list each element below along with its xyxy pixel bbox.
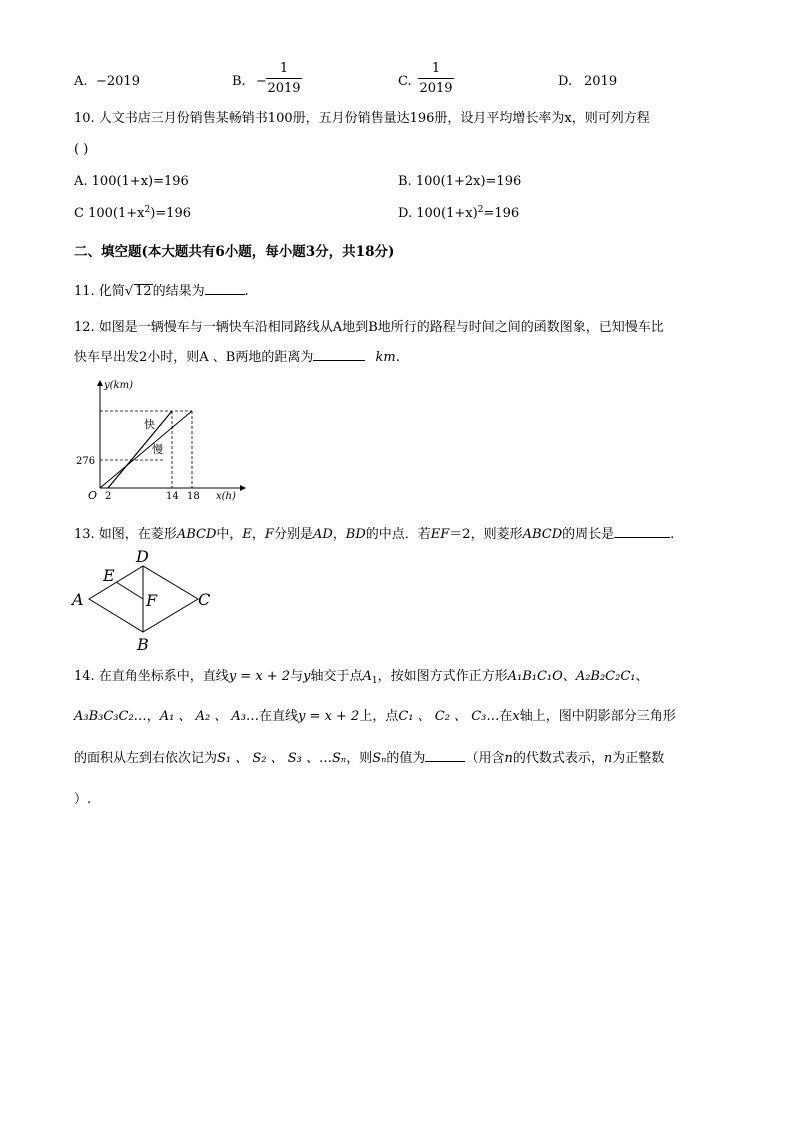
q13-e: E xyxy=(242,527,252,542)
graph-x-tick-14: 14 xyxy=(166,491,179,502)
q13-f: F xyxy=(264,527,274,542)
q14-equation: y = x + 2 xyxy=(298,709,360,724)
q14-point-a: A xyxy=(362,669,372,684)
q14-text: 与 xyxy=(290,669,304,684)
q10-c-post: )=196 xyxy=(150,206,191,221)
q14-text: ，按如图方式作正方形 xyxy=(377,669,508,684)
q11-radicand: 12 xyxy=(135,284,152,299)
q11-pre: 11. 化简 xyxy=(74,284,125,299)
q12-unit: km xyxy=(375,350,396,365)
q10-option-c xyxy=(74,206,191,220)
q14-text: 轴上，图中阴影部分三角形 xyxy=(519,709,676,724)
q14-text: 上，点 xyxy=(359,709,399,724)
q14-square-1: A₁B₁C₁O xyxy=(507,669,563,684)
q14-square-2: A₂B₂C₂C₁ xyxy=(575,669,636,684)
q14-n: n xyxy=(603,751,613,766)
q13-answer-blank[interactable] xyxy=(614,537,670,538)
q14-y: y xyxy=(303,669,311,684)
q12-line1: 12. 如图是一辆慢车与一辆快车沿相同路线从A地到B地所行的路程与时间之间的函数图象，已知慢车比 xyxy=(74,320,664,335)
q9-option-a-label: A. xyxy=(74,74,88,89)
q9-option-d-value: 2019 xyxy=(584,74,618,89)
q10-option-d xyxy=(398,206,519,220)
q14-text: 在 xyxy=(499,709,513,724)
rhombus-label-a: A xyxy=(72,590,84,609)
q14-points-a: A₁ 、 A₂ 、 A₃… xyxy=(159,709,260,724)
q14-n: n xyxy=(504,751,513,766)
q10-c-exponent: 2 xyxy=(144,205,151,215)
q9-c-denominator: 2019 xyxy=(419,81,453,96)
q9-b-denominator: 2019 xyxy=(267,81,301,96)
rhombus-label-e: E xyxy=(103,566,115,585)
q14-text: ，则 xyxy=(346,751,373,766)
graph-x-tick-2: 2 xyxy=(105,491,112,502)
q10-option-b: B. 100(1+2x)=196 xyxy=(398,174,522,189)
q13-text: 的中点．若 xyxy=(365,527,431,542)
q10-d-exponent: 2 xyxy=(477,205,484,215)
q13-text: 分别是 xyxy=(273,527,313,542)
q14-equation: y = x + 2 xyxy=(228,669,291,684)
graph-y-axis-label: y(km) xyxy=(104,380,133,391)
q14-text: 、 xyxy=(562,669,576,684)
q9-b-numerator: 1 xyxy=(279,61,289,76)
q10-d-post: =196 xyxy=(483,206,520,221)
graph-y-tick-276: 276 xyxy=(76,456,96,467)
q13-text: ， xyxy=(332,527,346,542)
q14-square-3: A₃B₃C₃C₂… xyxy=(74,709,147,724)
q14-line2 xyxy=(74,710,676,723)
q9-option-a-value: −2019 xyxy=(96,74,140,89)
q13-text: ， xyxy=(251,527,265,542)
q14-sn: Sₙ xyxy=(372,751,387,766)
q14-text: 、 xyxy=(635,669,649,684)
q9-option-c-label: C. xyxy=(398,74,412,89)
q10-d-pre: D. 100(1+x) xyxy=(398,206,478,221)
q9-option-d-label: D. xyxy=(558,74,573,89)
q14-areas: S₁ 、 S₂ 、 S₃ 、…Sₙ xyxy=(217,751,347,766)
graph-origin-label: O xyxy=(88,489,98,502)
rhombus-label-b: B xyxy=(137,635,149,654)
q13-rhombus-figure xyxy=(66,546,216,658)
section-heading: 二、填空题(本大题共有6小题，每小题3分，共18分) xyxy=(74,244,395,260)
q14-text: 轴交于点 xyxy=(310,669,363,684)
q14-text: 为正整数 xyxy=(612,751,665,766)
q14-text: （用含 xyxy=(465,751,505,766)
q14-text: 在直线 xyxy=(259,709,299,724)
q14-point-a-sub: 1 xyxy=(371,676,378,686)
rhombus-label-c: C xyxy=(198,590,211,609)
graph-x-axis-label: x(h) xyxy=(216,491,236,502)
q14-line4: ）. xyxy=(74,792,92,807)
q12-distance-time-graph xyxy=(72,378,247,503)
q14-text: 的面积从左到右依次记为 xyxy=(74,751,218,766)
q10-c-pre: C 100(1+x xyxy=(74,206,145,221)
q9-option-c-fraction xyxy=(418,62,454,95)
q14-line3 xyxy=(74,752,664,765)
rhombus-label-d: D xyxy=(136,547,149,566)
q13-ef: EF xyxy=(430,527,450,542)
q11-answer-blank[interactable] xyxy=(205,294,245,295)
q11-post: 的结果为 xyxy=(152,284,205,299)
q9-option-b-label: B. xyxy=(232,74,246,89)
q9-c-numerator: 1 xyxy=(431,61,441,76)
q13-abcd: ABCD xyxy=(176,527,217,542)
q12-answer-blank[interactable] xyxy=(313,360,365,361)
sqrt-sign: √ xyxy=(124,284,134,299)
q13-end: . xyxy=(670,527,675,542)
q13-abcd: ABCD xyxy=(522,527,563,542)
q14-line1 xyxy=(74,670,649,686)
q14-points-c: C₁ 、 C₂ 、 C₃… xyxy=(398,709,500,724)
q14-answer-blank[interactable] xyxy=(425,761,465,762)
q13-text: 中， xyxy=(216,527,243,542)
q14-text: ， xyxy=(146,709,160,724)
rhombus-label-f: F xyxy=(146,591,158,610)
q11-question xyxy=(74,284,249,298)
q10-answer-paren: ( ) xyxy=(74,142,89,157)
q14-text: 的值为 xyxy=(386,751,426,766)
q13-question xyxy=(74,528,674,541)
q13-text: 的周长是 xyxy=(562,527,615,542)
q9-option-b-sign: − xyxy=(256,74,267,89)
q9-option-b-fraction xyxy=(266,62,302,95)
q13-bd: BD xyxy=(345,527,366,542)
q12-end: . xyxy=(395,350,400,365)
q13-text: 13. 如图，在菱形 xyxy=(74,527,177,542)
q13-text: ＝2，则菱形 xyxy=(449,527,523,542)
q14-text: 14. 在直角坐标系中，直线 xyxy=(74,669,229,684)
q11-end: . xyxy=(244,284,249,299)
graph-fast-label: 快 xyxy=(144,418,155,431)
q10-stem: 10. 人文书店三月份销售某畅销书100册，五月份销售量达196册，设月平均增长率为x，则可列方程 xyxy=(74,111,650,126)
q14-text: 的代数式表示， xyxy=(512,751,604,766)
q12-line2-text: 快车早出发2小时，则A 、B两地的距离为 xyxy=(74,350,314,365)
graph-slow-label: 慢 xyxy=(152,443,163,456)
graph-x-tick-18: 18 xyxy=(187,491,200,502)
q14-x: x xyxy=(512,709,520,724)
q13-ad: AD xyxy=(312,527,333,542)
q12-line2 xyxy=(74,351,400,364)
q10-option-a: A. 100(1+x)=196 xyxy=(74,174,189,189)
